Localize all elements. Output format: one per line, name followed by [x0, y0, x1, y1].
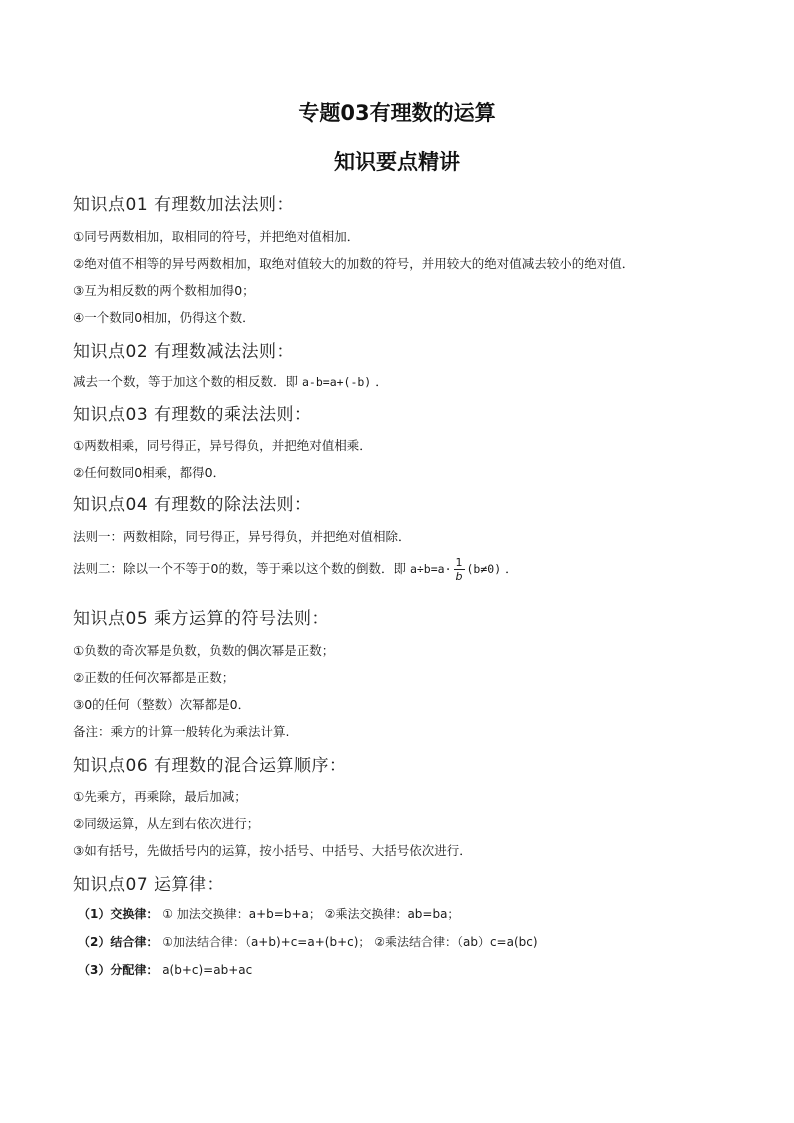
section-05-line-1: ①负数的奇次幂是负数，负数的偶次幂是正数； [73, 643, 335, 658]
commutative-law [78, 905, 459, 922]
distributive-law-text: a(b+c)=ab+ac [162, 963, 253, 977]
section-heading-03: 知识点03 有理数的乘法法则： [73, 405, 312, 425]
section-01-line-2: ②绝对值不相等的异号两数相加，取绝对值较大的加数的符号，并用较大的绝对值减去较小的绝对值． [73, 256, 635, 271]
section-05-line-3: ③0的任何（整数）次幂都是0． [73, 697, 251, 712]
section-03-line-1: ①两数相乘，同号得正，异号得负，并把绝对值相乘． [73, 438, 372, 453]
section-02-line-1 [73, 372, 388, 390]
section-03-line-2: ②任何数同0相乘，都得0． [73, 465, 226, 480]
section-01-line-3: ③互为相反数的两个数相加得0； [73, 283, 255, 298]
associative-law [78, 933, 538, 950]
division-condition: (b≠0) [466, 562, 502, 576]
page-title: 专题03有理数的运算 [298, 101, 496, 125]
commutative-law-text: ① 加法交换律：a+b=b+a； ②乘法交换律：ab=ba； [162, 907, 460, 921]
section-05-note: 备注：乘方的计算一般转化为乘法计算. [73, 724, 290, 739]
commutative-law-label: （1）交换律： [78, 907, 159, 921]
associative-law-text: ①加法结合律：（a+b)+c=a+(b+c)； ②乘法结合律：（ab）c=a(bc) [162, 935, 538, 949]
page-subtitle: 知识要点精讲 [334, 150, 460, 174]
section-06-line-2: ②同级运算，从左到右依次进行； [73, 816, 260, 831]
section-heading-07: 知识点07 运算律： [73, 875, 225, 895]
section-heading-04: 知识点04 有理数的除法法则： [73, 495, 312, 515]
section-04-line-2 [73, 556, 518, 583]
reciprocal-fraction [454, 556, 465, 583]
section-02-period: ． [375, 374, 388, 389]
section-heading-01: 知识点01 有理数加法法则： [73, 195, 295, 215]
section-01-line-1: ①同号两数相加，取相同的符号，并把绝对值相加． [73, 229, 360, 244]
section-heading-06: 知识点06 有理数的混合运算顺序： [73, 756, 347, 776]
associative-law-label: （2）结合律： [78, 935, 159, 949]
fraction-numerator: 1 [455, 556, 463, 569]
distributive-law [78, 961, 252, 978]
section-heading-05: 知识点05 乘方运算的符号法则： [73, 609, 330, 629]
subtraction-formula: a-b=a+(-b) [302, 375, 372, 389]
section-04-line-1: 法则一：两数相除，同号得正，异号得负，并把绝对值相除． [73, 529, 411, 544]
section-05-line-2: ②正数的任何次幂都是正数； [73, 670, 235, 685]
section-06-line-1: ①先乘方，再乘除，最后加减； [73, 789, 247, 804]
section-04-period: ． [505, 561, 518, 576]
section-01-line-4: ④一个数同0相加，仍得这个数． [73, 310, 255, 325]
section-02-text: 减去一个数，等于加这个数的相反数．即 [73, 374, 299, 389]
section-04-text: 法则二：除以一个不等于0的数，等于乘以这个数的倒数．即 [73, 561, 406, 576]
division-formula: a÷b=a· [409, 562, 452, 576]
fraction-denominator: b [455, 570, 463, 583]
distributive-law-label: （3）分配律： [78, 963, 159, 977]
section-06-line-3: ③如有括号，先做括号内的运算，按小括号、中括号、大括号依次进行． [73, 843, 472, 858]
section-heading-02: 知识点02 有理数减法法则： [73, 342, 295, 362]
